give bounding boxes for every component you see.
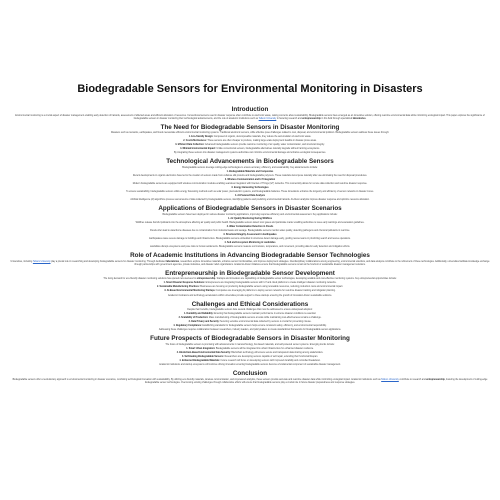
text-run: Biodegradable sensors have been deployed in various disaster monitoring applications, improving response efficiency and environmental assessment. Key applications include:: [162, 213, 338, 216]
text-run: 2. Wireless Communication and IoT Integration: [224, 179, 276, 182]
paragraph: [9, 364, 491, 367]
bold-term: 3. Self-Healing Biodegradable Sensors:: [181, 355, 225, 358]
text-run: Environmental monitoring is a crucial aspect of disaster management enabling early detection of hazards, assessment of affected areas and efficient allocation of resources. Conventional sensors used in disaster response often contribute to electronic waste, raising concerns about sustainability. Biodegradable sensors have emerged as an innovative solution, offering real-time environmental data while minimizing ecological impact. This paper explores the significance of biodegradable sensors in disaster monitoring their technological advancements, and the role of academic institutions such as: [15, 114, 485, 120]
text-run: in fostering research and: [276, 117, 303, 120]
telkom-university-link[interactable]: Telkom University: [381, 378, 399, 381]
paragraph: [9, 148, 491, 151]
bold-term: 1. Durability and Reliability:: [184, 313, 215, 316]
text-run: The future of biodegradable sensors is promising with advancements in nanotechnology, bio-based materials, and self-powered sensor systems. Emerging trends include:: [165, 343, 335, 346]
paragraph: [9, 344, 491, 347]
text-run: Academic incubators and technology accelerators within universities provide support to these startups ensuring the growth of innovation-driven sustainable solutions.: [167, 294, 333, 297]
text-run: , fostering the development of cutting-edge biodegradable sensor technologies. Overcoming existing challenges through collaborative efforts will ensure that biodegradable sensors play a crucial role in future disaster preparedness and response strategies.: [144, 378, 488, 384]
paragraph: [9, 321, 491, 324]
paragraph: [9, 230, 491, 233]
paragraph: [9, 191, 491, 194]
section-heading: Entrepreneurship in Biodegradable Sensor Development: [165, 269, 335, 277]
subsection-title: [9, 242, 491, 245]
bold-term: 2. Blockchain-Based Environmental Data Security:: [176, 351, 232, 354]
text-run: Blockchain technology will ensure secure and transparent data sharing among stakeholders.: [231, 351, 324, 354]
paragraph: [9, 214, 491, 217]
text-run: Unlike conventional sensors, biodegradable alternatives naturally degrade without harming ecosystems.: [216, 148, 320, 151]
bold-term: laboratories: [166, 260, 180, 263]
paragraph: [9, 115, 491, 121]
text-run: Wildfires release harmful pollutants into the atmosphere affecting air quality and public health. Biodegradable sensors detect toxic gases and particulate matter enabling authorities to issue early warnings and evacuation guidelines.: [135, 221, 365, 224]
text-run: Floods often lead to waterborne diseases due to contamination from industrial waste and sewage. Biodegradable sensors monitor water quality, detecting pathogens and chemical pollutants in real time.: [149, 229, 351, 232]
subsection-title: [9, 179, 491, 182]
section-heading: Future Prospects of Biodegradable Sensors in Disaster Monitoring: [150, 335, 350, 343]
text-run: By integrating these sensors into disaster management systems authorities can minimize environmental damage and enhance ecological consequences.: [173, 152, 327, 155]
section-heading: Technological Advancements in Biodegradable Sensors: [166, 158, 334, 166]
paragraph: [9, 286, 491, 289]
section-heading: The Need for Biodegradable Sensors in Disaster Monitoring: [160, 123, 340, 131]
bold-term: 3. Data Privacy and Security:: [188, 321, 221, 324]
text-run: 3. Structural Integrity Assessment in Earthquakes: [223, 234, 277, 237]
paragraph: [9, 313, 491, 316]
bold-term: 3. AI-Based Environmental Monitoring Startups:: [164, 290, 217, 293]
bold-term: 4. Minimal Environmental Impact:: [180, 148, 217, 151]
bold-term: 2. Scalability of Production:: [178, 317, 209, 320]
bold-term: 4. Regulatory Compliance:: [173, 325, 203, 328]
text-run: Composed of organic, decomposable materials, they reduce the accumulation of electronic waste.: [213, 136, 312, 139]
document-title: Biodegradable Sensors for Environmental Monitoring in Disasters: [77, 83, 423, 95]
bold-term: 3. Efficient Data Collection:: [175, 144, 206, 147]
text-run: To ensure sustainability, biodegradable sensors utilize energy harvesting methods such as solar power, piezoelectric systems, and biodegradable batteries. These innovations enhance the longevity and efficiency of sensor networks in disaster zones.: [126, 191, 374, 194]
text-run: 1. Biodegradable Materials and Composites: [226, 170, 274, 173]
text-run: Entrepreneurs are integrating biodegradable sensors with IoT and cloud platforms to create intelligent disaster monitoring networks.: [205, 282, 337, 285]
text-run: Businesses are focusing on producing biodegradable sensors using renewable resources, reducing production costs and environmental impact.: [200, 286, 344, 289]
text-run: 2. Water Contamination Detection in Floods: [226, 225, 274, 228]
section-heading: Challenges and Ethical Considerations: [191, 300, 309, 308]
paragraph: [9, 290, 491, 293]
text-run: Artificial intelligence (AI) algorithms process vast amounts of data collected by biodegradable sensors, identifying patterns and predicting environmental hazards. AI-driven analytics improve disaster response and optimize resource allocation.: [130, 199, 370, 202]
text-run: Landslides disrupt ecosystems and pose risks to human settlements. Biodegradable sensors measure soil moisture, temperature, and movement, providing data for early detection and mitigation efforts.: [149, 246, 351, 249]
text-run: Advanced biodegradable sensors provide real-time monitoring of air quality, water contamination, and structural integrity.: [205, 144, 325, 147]
paragraph: [9, 183, 491, 186]
subsection-title: [9, 226, 491, 229]
section-heading: Conclusion: [232, 370, 268, 378]
bold-term: 4. Enhanced Biodegradable Materials:: [179, 360, 221, 363]
paragraph: [9, 152, 491, 155]
paragraph: [9, 325, 491, 328]
subsection-title: [9, 187, 491, 190]
paragraph: [9, 356, 491, 359]
paragraph: [9, 379, 491, 385]
text-run: 3. Energy Harvesting Technologies: [231, 187, 269, 190]
section-heading: Role of Academic Institutions in Advancing Biodegradable Sensor Technologies: [130, 252, 370, 260]
text-run: Future research will focus on developing sensors with improved durability and controlled breakdown.: [220, 360, 321, 363]
text-run: 4. AI-Powered Data Analysis: [234, 195, 266, 198]
paragraph: [9, 222, 491, 225]
paragraph: [9, 309, 491, 312]
paragraph: [9, 140, 491, 143]
article-body: [9, 106, 491, 386]
paragraph: [9, 167, 491, 170]
telkom-university-link[interactable]: Telkom University: [258, 117, 277, 120]
bold-term: entrepreneurship: [302, 117, 321, 120]
paragraph: [9, 329, 491, 332]
paragraph: [9, 144, 491, 147]
text-run: .: [365, 117, 367, 120]
paragraph: [9, 246, 491, 249]
text-run: contribute to research and: [398, 378, 427, 381]
paragraph: [9, 348, 491, 351]
paragraph: [9, 317, 491, 320]
text-run: Ensuring that biodegradable sensors maintain performance in extreme disaster conditions is essential.: [214, 313, 316, 316]
text-run: in this field through specialized: [320, 117, 353, 120]
text-run: Earthquakes cause severe damage to buildings and infrastructure. Biodegradable sensors embedded in structures detect damage early, guiding rescue teams in prioritizing search and rescue operations.: [149, 238, 351, 241]
text-run: Biodegradable sensors offer a revolutionary approach to environmental monitoring in disaster scenarios, combining technological innovation with sustainability. By utilizing eco-friendly materials, wireless communication, and AI-powered analytics, these sensors provide accurate and real-time disaster data while minimizing ecological impact. Academic institutions such as: [12, 378, 382, 381]
text-run: Biodegradable sensors will be integrated into urban infrastructure for enhanced disaster resilience.: [215, 347, 314, 350]
section-heading: Introduction: [231, 106, 269, 113]
paragraph: [9, 278, 491, 281]
subsection-title: [9, 234, 491, 237]
bold-term: entrepreneurship: [426, 378, 445, 381]
paragraph: [9, 295, 491, 298]
bold-term: 1. Eco-friendly Design:: [188, 136, 214, 139]
bold-term: entrepreneurship: [196, 278, 216, 281]
telkom-university-link[interactable]: Telkom University: [32, 260, 51, 263]
paragraph: [9, 175, 491, 178]
bold-term: 2. Cost-Effectiveness:: [183, 140, 208, 143]
text-run: Recent developments in organic electronics have led to the creation of sensors made from cellulose silk proteins and biodegradable polymers. These materials decompose naturally after use eliminating the need for disposal procedures.: [132, 174, 368, 177]
bold-term: 2. Sustainable Manufacturing Practices:: [156, 286, 201, 289]
text-run: Companies are leveraging AI platforms to deploy sensor networks for real-time disaster tracking and mitigation planning.: [216, 290, 336, 293]
paragraph: [9, 199, 491, 202]
text-run: . Startups and innovators are capitalizing on biodegradable sensor technologies, developing scalable and cost-effective monitoring systems. Key entrepreneurial opportunities include:: [215, 278, 397, 281]
paragraph: [9, 238, 491, 241]
text-run: Disasters such as tsunamis, earthquakes, and floods necessitate efficient environmental monitoring systems. Traditional electronic sensors, while effective pose challenges related to cost, disposal, and environmental pollution. Biodegradable sensors address these issues through:: [110, 132, 390, 135]
text-run: These sensors are often cheaper to produce, making large-scale deployment feasible in disaster-prone areas.: [207, 140, 317, 143]
text-run: Securing sensitive environmental data collected by sensors is crucial for preventing misuse.: [220, 321, 312, 324]
subsection-title: [9, 195, 491, 198]
subsection-title: [9, 218, 491, 221]
text-run: 4. Soil and Ecosystem Monitoring in Landslides: [224, 242, 276, 245]
text-run: Universities, including: [10, 260, 33, 263]
text-run: , researchers explore innovative materials, enhance sensor functionalities, and improve deployment strategies. Interdisciplinary collaborations among engineering, environmental scientists, and data analysts contribute to the refinement of these technologies. Additionally, universities facilitate knowledge exchange through partnerships with government agencies, private industries, and disaster relief organizations. Academic-driven initiatives ensure that biodegradable sensors remain at the forefront of sustainable disaster management solutions.: [134, 260, 490, 266]
text-run: Biodegradable sensors leverage cutting-edge technologies to ensure accuracy, efficiency, and sustainability. Key advancements include:: [182, 166, 318, 169]
text-run: Mass manufacturing of biodegradable sensors at scale while maintaining cost-effectiveness remains a challenge.: [208, 317, 322, 320]
bold-term: laboratories: [352, 117, 366, 120]
text-run: Despite their benefits, biodegradable sensors face several challenges that must be addressed to ensure widespread adoption:: [187, 309, 313, 312]
text-run: Researchers are developing sensors capable of self-repair, extending their functional lifespan.: [224, 355, 319, 358]
paragraph: [9, 261, 491, 267]
text-run: Establishing standards for biodegradable sensors helps ensure consistent safety, efficiency, and environmental responsibility.: [202, 325, 327, 328]
text-run: The rising demand for eco-friendly disaster monitoring solutions has opened new avenues for: [103, 278, 197, 281]
paragraph: [9, 136, 491, 139]
section-heading: Applications of Biodegradable Sensors in Disaster Scenarios: [158, 205, 342, 213]
text-run: Addressing these challenges requires collaboration between researchers, industry leaders, and policymakers to create standardized frameworks for biodegradable sensor applications.: [158, 329, 342, 332]
paragraph: [9, 282, 491, 285]
text-run: 1. Air Quality Monitoring During Wildfires: [227, 217, 273, 220]
text-run: play a pivotal role in researching and developing biodegradable sensors for disaster monitoring. Through dedicated: [50, 260, 167, 263]
bold-term: 1. Smart Urban Integration:: [186, 347, 216, 350]
text-run: Modern biodegradable sensors are equipped with wireless communication modules enabling seamless integration with Internet of Things (IoT) networks. This connectivity allows for remote data collection and real-time disaster response.: [132, 183, 368, 186]
paragraph: [9, 352, 491, 355]
text-run: Academic institutions and startup ecosystems will continue driving innovation ensuring biodegradable sensors become a fundamental component of sustainable disaster management.: [159, 364, 341, 367]
paragraph: [9, 360, 491, 363]
paragraph: [9, 132, 491, 135]
bold-term: 1. Smart Disaster Response Solutions:: [163, 282, 206, 285]
subsection-title: [9, 171, 491, 174]
